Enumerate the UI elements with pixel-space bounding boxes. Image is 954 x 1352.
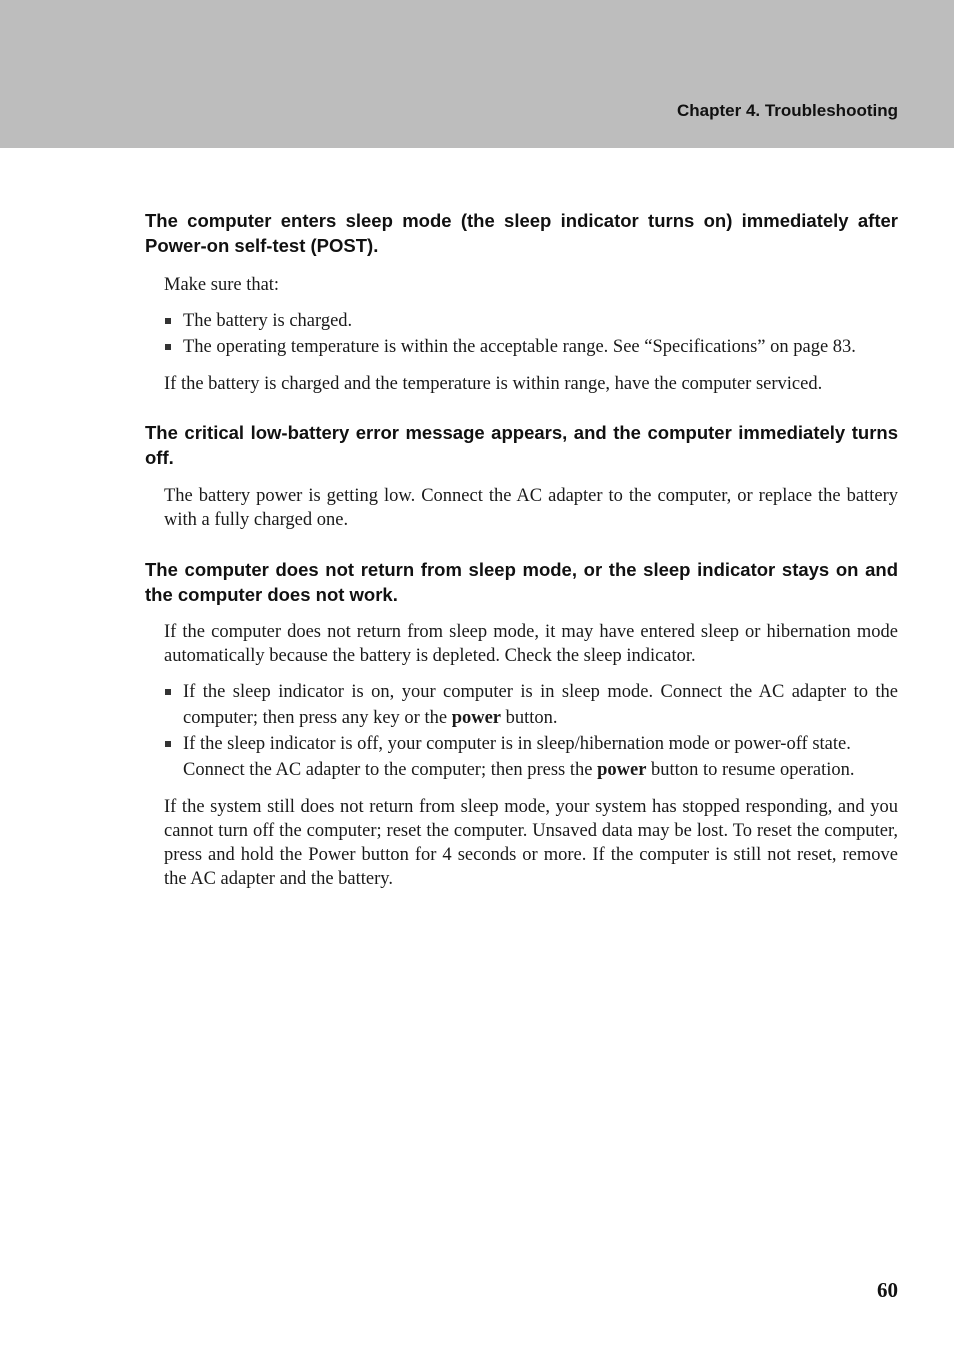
square-bullet-icon — [165, 344, 171, 350]
list-item-text-after: button to resume operation. — [651, 760, 855, 780]
page-number: 60 — [877, 1278, 898, 1302]
header-band — [0, 0, 954, 148]
section-intro: Make sure that: — [164, 275, 280, 295]
section-sleep-no-return — [145, 557, 898, 891]
section-heading: The computer enters sleep mode (the sleep indicator turns on) immediately after Power-on self-test (POST). — [145, 210, 898, 256]
section-outro: If the battery is charged and the temperature is within range, have the computer serviced. — [164, 374, 823, 394]
square-bullet-icon — [165, 689, 171, 695]
power-keyword: power — [597, 760, 647, 780]
section-heading: The critical low-battery error message appears, and the computer immediately turns off. — [145, 422, 898, 468]
bullet-list — [164, 679, 898, 783]
list-item-text: The battery is charged. — [183, 311, 353, 331]
square-bullet-icon — [165, 318, 171, 324]
list-item — [164, 679, 898, 731]
section-low-battery — [145, 420, 898, 532]
chapter-title: Chapter 4. Troubleshooting — [676, 101, 898, 120]
list-item — [164, 308, 898, 334]
list-item-text-before: If the sleep indicator is off, your computer is in sleep/hibernation mode or power-off state. Connect the AC adapter to the computer; then press the — [183, 734, 851, 780]
section-intro: If the computer does not return from sleep mode, it may have entered sleep or hibernation mode automatically because the battery is depleted. Check the sleep indicator. — [164, 622, 898, 666]
list-item — [164, 334, 898, 360]
section-sleep-after-post — [145, 208, 898, 396]
section-body: The battery power is getting low. Connect the AC adapter to the computer, or replace the battery with a fully charged one. — [164, 486, 898, 530]
page-content — [145, 208, 898, 891]
list-item-text-before: If the sleep indicator is on, your computer is in sleep mode. Connect the AC adapter to the computer; then press any key or the — [183, 682, 898, 728]
power-keyword: power — [451, 708, 502, 728]
list-item-text-after: button. — [505, 708, 558, 728]
list-item-text: The operating temperature is within the acceptable range. See “Specifications” on page 83. — [183, 337, 856, 357]
section-outro: If the system still does not return from sleep mode, your system has stopped responding, and you cannot turn off the computer; reset the computer. Unsaved data may be lost. To reset the computer, press and hold the Power button for 4 seconds or more. If the computer is still not reset, remove the AC adapter and the battery. — [164, 797, 898, 889]
section-heading: The computer does not return from sleep mode, or the sleep indicator stays on and the computer does not work. — [145, 559, 898, 605]
list-item — [164, 731, 898, 783]
bullet-list — [164, 308, 898, 360]
square-bullet-icon — [165, 741, 171, 747]
